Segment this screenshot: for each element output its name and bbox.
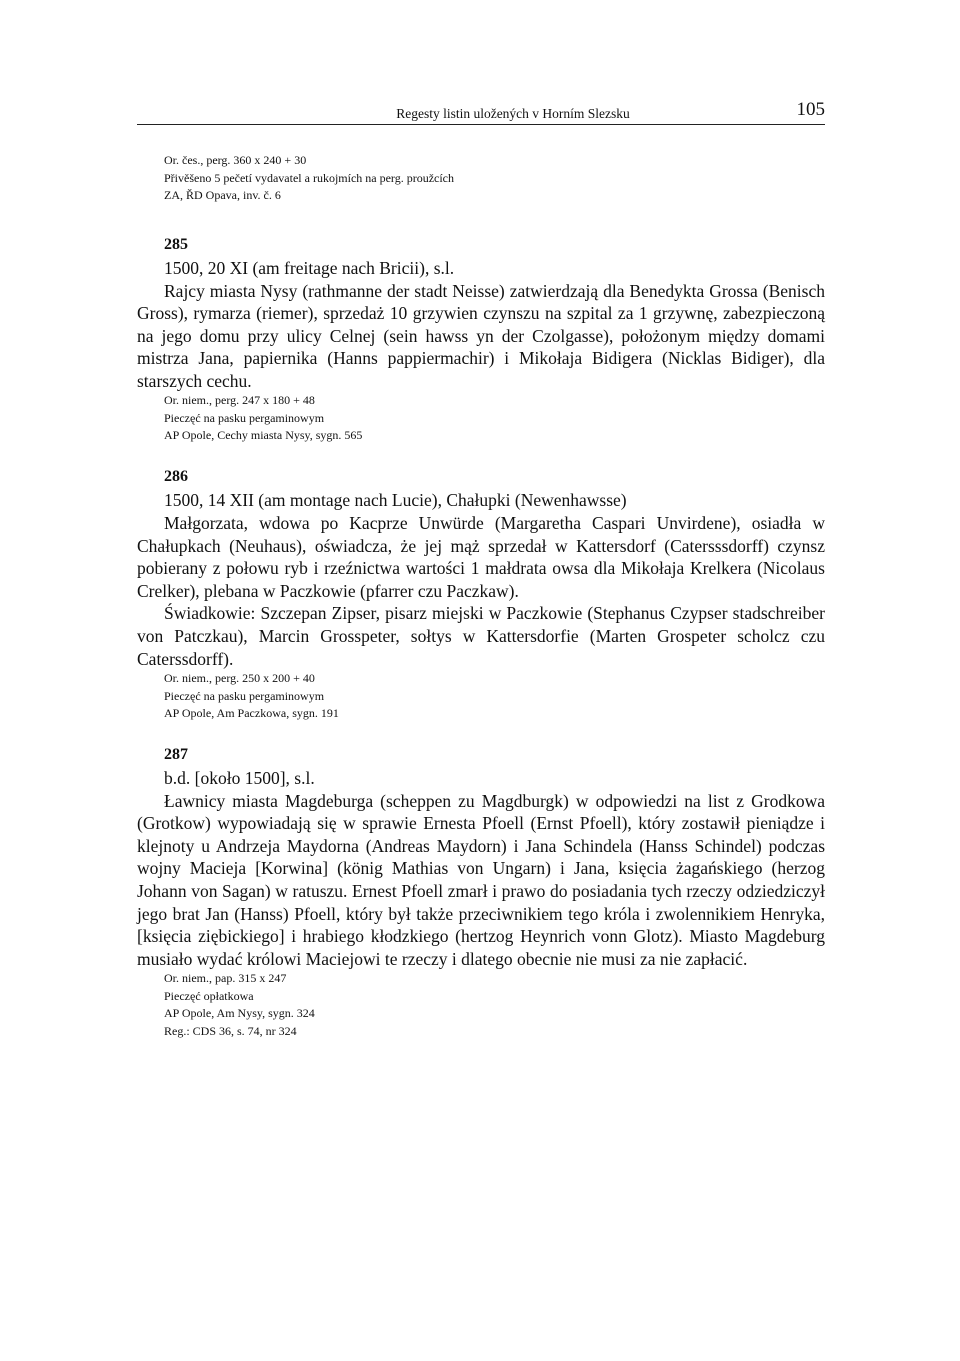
prior-entry-notes [164, 152, 825, 205]
entry-summary: Ławnicy miasta Magdeburga (scheppen zu Magdburgk) w odpowiedzi na list z Grodkowa (Grotkow) wypowiadają się w sprawie Ernesta Pfoell (Ernst Pfoell), który zostawił pieniądze i klejnoty u Andrzeja Maydorna (Andreas Maydorn) i Jana Schindela (Hanss Schindel) podczas wojny Macieja [Korwina] (könig Mathias von Ungarn) i Jana, księcia żagańskiego (herzog Johann von Sagan) w ratuszu. Ernest Pfoell zmarł i prawo do posiadania tych rzeczy odziedziczył jego brat Jan (Hanss) Pfoell, który był także przeciwnikiem tego króla i zwolennikiem Henryka, [księcia ziębickiego] i hrabiego kłodzkiego (hertzog Heynrich vonn Glotz). Miasto Magdeburg musiało wydać królowi Maciejowi te rzeczy i dlatego obecnie nie musi za nie zapłacić. [137, 790, 825, 969]
archival-note: AP Opole, Cechy miasta Nysy, sygn. 565 [164, 428, 363, 443]
entry-number: 285 [164, 235, 188, 253]
entry-summary: Małgorzata, wdowa po Kacprze Unwürde (Margaretha Caspari Unvirdene), osiadła w Chałupkach (Neuhaus), oświadcza, że jej mąż sprzedał w Kattersdorf (Catersssdorff) czynsz pobierany z połowu ryb i rzeźnictwa wartości 1 małdrata owsa dla Mikołaja Krelkera (Nicolaus Crelker), plebana w Paczkowie (pfarrer czu Paczkaw). [137, 512, 825, 601]
running-header [137, 100, 825, 125]
entry-date: 1500, 14 XII (am montage nach Lucie), Chałupki (Newenhawsse) [164, 489, 627, 510]
running-title: Regesty listin uložených v Horním Slezsku [396, 106, 630, 121]
archival-note: AP Opole, Am Paczkowa, sygn. 191 [164, 706, 339, 721]
entry-date: 1500, 20 XI (am freitage nach Bricii), s.l. [164, 257, 455, 278]
archival-note: Přivěšeno 5 pečetí vydavatel a rukojmích na perg. proužcích [164, 170, 455, 185]
archival-note: Pieczęć opłatkowa [164, 988, 254, 1003]
archival-note: Reg.: CDS 36, s. 74, nr 324 [164, 1023, 297, 1038]
archival-note: Or. čes., perg. 360 x 240 + 30 [164, 153, 307, 167]
page-content [137, 152, 825, 1040]
archival-note: Pieczęć na pasku pergaminowym [164, 688, 325, 703]
regest-entry-287 [137, 745, 825, 1041]
regest-entry-286 [137, 467, 825, 723]
archival-note: Or. niem., perg. 250 x 200 + 40 [164, 671, 315, 686]
entry-date: b.d. [około 1500], s.l. [164, 767, 315, 788]
page-number: 105 [796, 99, 825, 120]
entry-archival-notes [164, 670, 825, 723]
entry-archival-notes [164, 970, 825, 1040]
archival-note: AP Opole, Am Nysy, sygn. 324 [164, 1006, 315, 1021]
entry-number: 287 [164, 745, 188, 763]
entry-archival-notes [164, 392, 825, 445]
entry-summary: Rajcy miasta Nysy (rathmanne der stadt Neisse) zatwierdzają dla Benedykta Grossa (Benisch Gross), rymarza (riemer), sprzedaż 10 grzywien czynszu na szpital za 1 grzywnę, zabezpieczoną na jego domu przy ulicy Celnej (sein hawss yn der Czolgasse), położonym między domami mistrza Jana, papiernika (Hanns pappiermachir) i Mikołaja Bidigera (Nicklas Bidiger), dla starszych cechu. [137, 280, 825, 391]
entry-number: 286 [164, 467, 188, 485]
archival-note: ZA, ŘD Opava, inv. č. 6 [164, 188, 281, 202]
archival-note: Or. niem., perg. 247 x 180 + 48 [164, 393, 315, 408]
regest-entry-285 [137, 235, 825, 445]
entry-witnesses: Świadkowie: Szczepan Zipser, pisarz miejski w Paczkowie (Stephanus Czypser stadschreiber von Patczkau), Marcin Grosspeter, sołtys w Kattersdorfie (Marten Grospeter scholcz czu Caterssdorff). [137, 603, 825, 669]
archival-note: Or. niem., pap. 315 x 247 [164, 971, 287, 986]
archival-note: Pieczęć na pasku pergaminowym [164, 410, 325, 425]
